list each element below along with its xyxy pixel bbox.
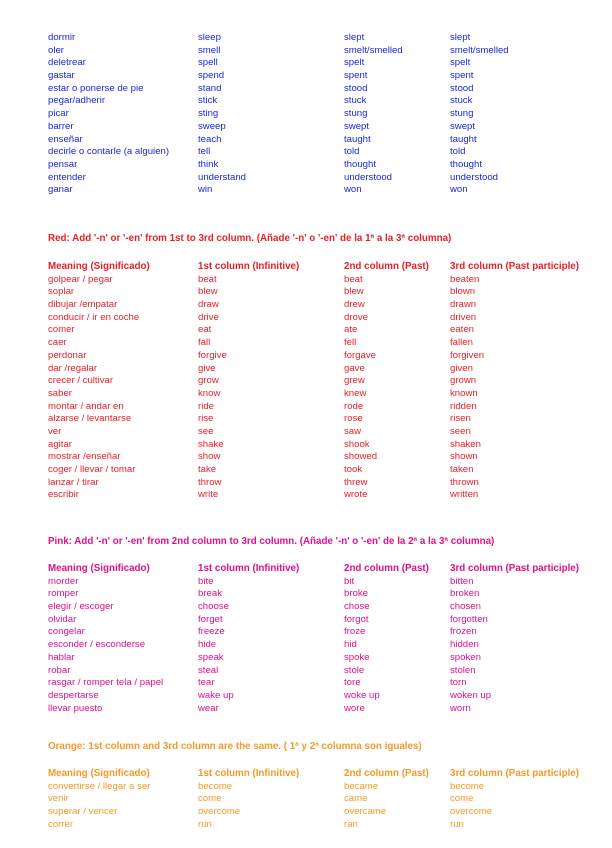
past-participle-cell: hidden [450,639,479,651]
past-participle-cell: smelt/smelled [450,44,509,56]
infinitive-cell: forget [198,613,223,625]
past-participle-cell: stuck [450,95,473,107]
infinitive-cell: think [198,158,219,170]
past-cell: knew [344,387,367,399]
infinitive-header: 1st column (Infinitive) [198,563,300,574]
meaning-cell: deletrear [48,57,86,69]
past-participle-cell: slept [450,32,471,43]
past-participle-cell: risen [450,413,471,425]
infinitive-cell: know [198,387,221,399]
table-row [48,350,596,363]
past-participle-cell: stolen [450,664,476,676]
past-cell: spent [344,70,368,82]
past-participle-cell: spelt [450,57,471,69]
past-participle-cell: understood [450,171,499,183]
table-row [48,690,596,703]
table-header-row [48,261,596,274]
table-row [48,601,596,614]
infinitive-cell: fall [198,337,211,349]
meaning-cell: barrer [48,120,74,132]
past-cell: showed [344,451,378,463]
infinitive-cell: rise [198,413,214,425]
past-participle-cell: forgiven [450,349,485,361]
table-row [48,806,596,819]
meaning-cell: ganar [48,184,73,196]
past-cell: drove [344,311,368,323]
table-row [48,614,596,627]
table-row [48,95,596,108]
meaning-cell: decirle o contarle (a alguien) [48,146,170,158]
past-cell: drew [344,299,365,311]
table-row [48,477,596,490]
past-participle-header: 3rd column (Past participle) [450,768,580,779]
past-participle-cell: overcome [450,806,493,818]
table-row [48,108,596,121]
infinitive-cell: smell [198,44,221,56]
table-row [48,83,596,96]
table-row [48,286,596,299]
table-header-row [48,563,596,576]
table-row [48,324,596,337]
infinitive-header: 1st column (Infinitive) [198,768,300,779]
past-participle-cell: come [450,793,474,805]
meaning-cell: oler [48,44,64,56]
infinitive-cell: grow [198,375,219,387]
meaning-cell: crecer / cultivar [48,375,114,387]
infinitive-cell: stand [198,82,222,94]
past-cell: wore [344,702,365,714]
past-participle-cell: woken up [450,689,492,701]
meaning-cell: pegar/adherir [48,95,106,107]
meaning-cell: comer [48,324,75,336]
table-row [48,70,596,83]
past-participle-cell: known [450,387,478,399]
past-cell: spelt [344,57,365,69]
past-cell: bit [344,575,355,587]
meaning-cell: correr [48,818,74,830]
past-participle-cell: shown [450,451,478,463]
meaning-cell: ver [48,425,62,437]
infinitive-cell: write [198,489,219,501]
table-row [48,639,596,652]
table-row [48,665,596,678]
past-cell: beat [344,273,363,285]
past-cell: rose [344,413,363,425]
infinitive-header: 1st column (Infinitive) [198,261,300,272]
past-cell: stung [344,108,368,120]
past-cell: gave [344,362,365,374]
infinitive-cell: break [198,588,222,600]
past-header: 2nd column (Past) [344,563,429,574]
past-cell: rode [344,400,364,412]
infinitive-cell: hide [198,639,217,651]
past-participle-cell: eaten [450,324,475,336]
past-cell: saw [344,425,362,437]
meaning-cell: enseñar [48,133,83,145]
past-participle-cell: ridden [450,400,477,412]
table-row [48,274,596,287]
infinitive-cell: sting [198,108,219,120]
table-row [48,703,596,716]
past-participle-cell: seen [450,425,471,437]
past-cell: broke [344,588,368,600]
past-cell: blew [344,286,364,298]
table-row [48,134,596,147]
infinitive-cell: see [198,425,214,437]
table-row [48,793,596,806]
past-cell: forgot [344,613,369,625]
past-cell: won [344,184,362,196]
infinitive-cell: spell [198,57,218,69]
infinitive-cell: win [198,184,213,196]
meaning-cell: dormir [48,32,76,43]
infinitive-cell: forgive [198,349,227,361]
past-cell: thought [344,158,377,170]
infinitive-cell: give [198,362,216,374]
infinitive-cell: wake up [198,689,234,701]
past-participle-cell: won [450,184,468,196]
past-cell: stuck [344,95,367,107]
infinitive-cell: speak [198,651,224,663]
infinitive-cell: overcome [198,806,241,818]
past-participle-cell: stung [450,108,474,120]
past-cell: chose [344,601,370,613]
infinitive-cell: beat [198,273,217,285]
table-row [48,299,596,312]
past-cell: came [344,793,368,805]
table-row [48,401,596,414]
meaning-cell: perdonar [48,349,87,361]
infinitive-cell: blew [198,286,218,298]
past-participle-cell: drawn [450,299,477,311]
infinitive-cell: run [198,818,212,830]
past-cell: ran [344,818,358,830]
red-section-title: Red: Add '-n' or '-en' from 1st to 3rd column. (Añade '-n' o '-en' de la 1ª a la 3ª columna) [48,233,452,244]
table-row [48,626,596,639]
table-row [48,489,596,502]
infinitive-cell: throw [198,476,222,488]
infinitive-cell: spend [198,70,225,82]
meaning-cell: entender [48,171,86,183]
infinitive-cell: eat [198,324,212,336]
infinitive-cell: sweep [198,120,226,132]
meaning-cell: gastar [48,70,75,82]
table-row [48,57,596,70]
table-row [48,184,596,197]
meaning-cell: mostrar /enseñar [48,451,121,463]
past-cell: tore [344,677,361,689]
past-cell: swept [344,120,370,132]
past-cell: froze [344,626,366,638]
past-cell: spoke [344,651,370,663]
table-row [48,464,596,477]
pink-section-title: Pink: Add '-n' or '-en' from 2nd column to 3rd column. (Añade '-n' o '-en' de la 2ª a la 3ª columna) [48,536,495,547]
meaning-cell: romper [48,588,79,600]
past-cell: slept [344,32,365,43]
table-row [48,312,596,325]
past-participle-cell: become [450,780,485,792]
meaning-cell: escribir [48,489,79,501]
past-participle-cell: stood [450,82,474,94]
meaning-cell: convertirse / llegar a ser [48,780,151,792]
meaning-cell: venir [48,793,69,805]
past-participle-cell: frozen [450,626,477,638]
past-participle-cell: given [450,362,473,374]
infinitive-cell: draw [198,299,219,311]
past-participle-cell: spoken [450,651,481,663]
table-row [48,588,596,601]
meaning-cell: elegir / escoger [48,601,114,613]
infinitive-cell: shake [198,438,224,450]
meaning-cell: caer [48,337,67,349]
past-participle-cell: bitten [450,575,474,587]
meaning-cell: pensar [48,158,78,170]
orange-section-title: Orange: 1st column and 3rd column are the same. ( 1ª y 2ª columna son iguales) [48,741,422,752]
meaning-cell: conducir / ir en coche [48,311,140,323]
meaning-cell: dar /regalar [48,362,98,374]
meaning-cell: montar / andar en [48,400,124,412]
meaning-cell: saber [48,387,72,399]
orange-verb-table [48,768,596,831]
meaning-cell: esconder / esconderse [48,639,146,651]
infinitive-cell: stick [198,95,218,107]
past-cell: woke up [344,689,380,701]
infinitive-cell: teach [198,133,222,145]
past-participle-cell: forgotten [450,613,488,625]
table-row [48,363,596,376]
past-header: 2nd column (Past) [344,261,429,272]
past-participle-cell: driven [450,311,477,323]
past-participle-cell: taken [450,464,474,475]
infinitive-cell: choose [198,601,229,613]
past-participle-cell: grown [450,375,477,387]
table-row [48,337,596,350]
meaning-cell: alzarse / levantarse [48,413,132,425]
past-cell: ate [344,324,358,336]
table-row [48,677,596,690]
past-participle-cell: broken [450,588,480,600]
table-row [48,388,596,401]
table-row [48,159,596,172]
infinitive-cell: wear [198,702,219,714]
infinitive-cell: drive [198,311,219,323]
infinitive-cell: show [198,451,221,463]
past-cell: hid [344,639,357,651]
past-participle-cell: worn [450,702,471,714]
meaning-cell: congelar [48,626,85,638]
infinitive-cell: take [198,464,217,475]
table-row [48,781,596,794]
past-cell: understood [344,171,393,183]
meaning-header: Meaning (Significado) [48,563,150,574]
infinitive-cell: sleep [198,32,221,43]
meaning-cell: llevar puesto [48,702,103,714]
past-participle-cell: run [450,818,464,830]
past-cell: wrote [344,489,368,501]
pink-verb-table [48,563,596,715]
table-row [48,652,596,665]
table-row [48,576,596,589]
past-participle-cell: torn [450,677,467,689]
past-cell: became [344,780,379,792]
meaning-cell: despertarse [48,689,99,701]
red-verb-table [48,261,596,502]
infinitive-cell: freeze [198,626,225,638]
past-cell: taught [344,133,371,145]
past-participle-cell: blown [450,286,476,298]
infinitive-cell: tell [198,146,211,158]
past-cell: fell [344,337,357,349]
past-cell: took [344,464,363,475]
table-row [48,172,596,185]
table-row [48,451,596,464]
meaning-cell: soplar [48,286,75,298]
past-cell: shook [344,438,370,450]
infinitive-cell: come [198,793,222,805]
blue-verb-table [48,32,596,197]
meaning-cell: robar [48,664,71,676]
past-participle-cell: told [450,146,466,158]
past-participle-cell: shaken [450,438,481,450]
past-participle-cell: beaten [450,273,480,285]
table-row [48,413,596,426]
infinitive-cell: tear [198,677,215,689]
table-row [48,45,596,58]
infinitive-cell: steal [198,664,219,676]
past-participle-header: 3rd column (Past participle) [450,261,580,272]
past-cell: overcame [344,806,387,818]
infinitive-cell: become [198,780,233,792]
meaning-cell: olvidar [48,613,77,625]
past-cell: told [344,146,360,158]
past-cell: stood [344,82,368,94]
meaning-cell: morder [48,575,79,587]
infinitive-cell: bite [198,575,214,587]
infinitive-cell: understand [198,171,247,183]
past-participle-cell: fallen [450,337,473,349]
past-participle-cell: taught [450,133,477,145]
table-row [48,146,596,159]
infinitive-cell: ride [198,400,214,412]
past-cell: threw [344,476,368,488]
meaning-cell: superar / vencer [48,806,118,818]
meaning-cell: dibujar /empatar [48,299,118,311]
table-row [48,375,596,388]
meaning-cell: picar [48,108,69,120]
past-participle-header: 3rd column (Past participle) [450,563,580,574]
meaning-cell: hablar [48,651,75,663]
meaning-cell: estar o ponerse de pie [48,82,144,94]
table-row [48,32,596,45]
past-cell: grew [344,375,365,387]
meaning-cell: golpear / pegar [48,273,113,285]
meaning-cell: agitar [48,438,72,450]
table-row [48,121,596,134]
meaning-header: Meaning (Significado) [48,261,150,272]
past-header: 2nd column (Past) [344,768,429,779]
past-participle-cell: chosen [450,601,481,613]
past-participle-cell: spent [450,70,474,82]
past-participle-cell: swept [450,120,476,132]
past-cell: forgave [344,349,376,361]
table-row [48,426,596,439]
past-cell: smelt/smelled [344,44,403,56]
past-participle-cell: written [450,489,479,501]
meaning-header: Meaning (Significado) [48,768,150,779]
table-row [48,439,596,452]
table-header-row [48,768,596,781]
past-cell: stole [344,664,365,676]
meaning-cell: lanzar / tirar [48,476,99,488]
table-row [48,819,596,832]
past-participle-cell: thrown [450,476,479,488]
past-participle-cell: thought [450,158,483,170]
meaning-cell: coger / llevar / tomar [48,464,136,475]
meaning-cell: rasgar / romper tela / papel [48,677,164,689]
